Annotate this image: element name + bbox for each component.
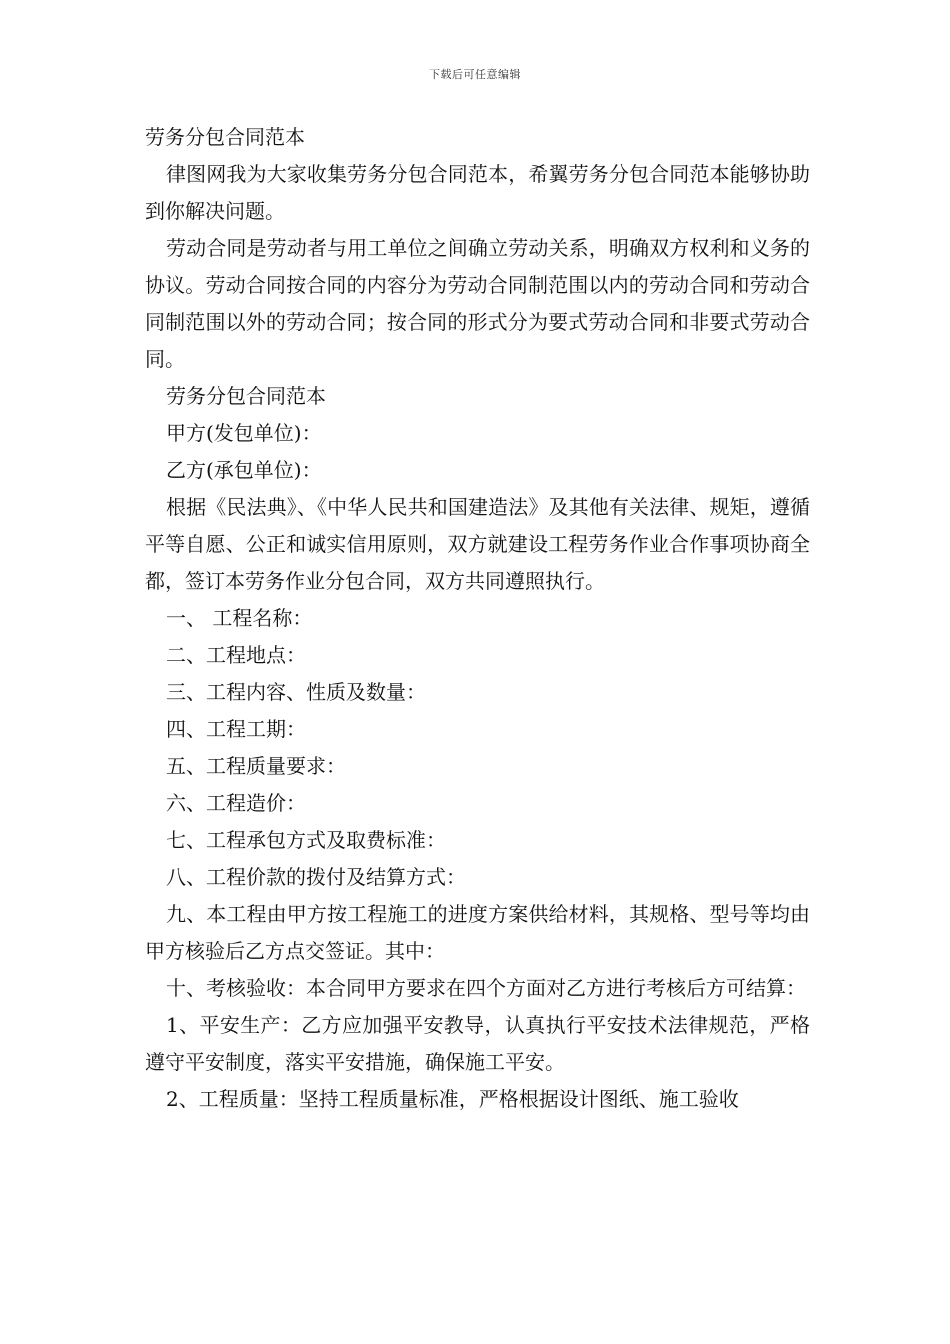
party-a-line: 甲方(发包单位)：: [166, 421, 322, 445]
clause-8-payment-settlement: 八、工程价款的拨付及结算方式：: [166, 865, 466, 889]
clause-6-project-cost: 六、工程造价：: [166, 791, 306, 815]
clause-9-materials-supply: 九、本工程由甲方按工程施工的进度方案供给材料，其规格、型号等均由甲方核验后乙方点交签证。其中：: [145, 902, 810, 963]
item-2-project-quality: 2、工程质量：坚持工程质量标准，严格根据设计图纸、施工验收: [166, 1087, 739, 1111]
clause-5-quality-requirements: 五、工程质量要求：: [166, 754, 346, 778]
party-b-line: 乙方(承包单位)：: [166, 458, 322, 482]
section-heading-template: 劳务分包合同范本: [166, 384, 326, 408]
paragraph-intro: 律图网我为大家收集劳务分包合同范本，希翼劳务分包合同范本能够协助到你解决问题。: [145, 162, 810, 223]
contract-document: [145, 119, 810, 1118]
clause-7-contract-method: 七、工程承包方式及取费标准：: [166, 828, 446, 852]
item-1-safe-production: 1、平安生产：乙方应加强平安教导，认真执行平安技术法律规范，严格遵守平安制度，落实平安措施，确保施工平安。: [145, 1013, 810, 1074]
clause-2-project-location: 二、工程地点：: [166, 643, 306, 667]
clause-3-project-content: 三、工程内容、性质及数量：: [166, 680, 426, 704]
download-edit-note: 下载后可任意编辑: [429, 68, 521, 81]
paragraph-labor-contract-definition: 劳动合同是劳动者与用工单位之间确立劳动关系，明确双方权利和义务的协议。劳动合同按合同的内容分为劳动合同制范围以内的劳动合同和劳动合同制范围以外的劳动合同；按合同的形式分为要式劳动合同和非要式劳动合同。: [145, 236, 810, 371]
clause-1-project-name: 一、 工程名称：: [166, 606, 313, 630]
clause-10-inspection-acceptance: 十、考核验收：本合同甲方要求在四个方面对乙方进行考核后方可结算：: [166, 976, 806, 1000]
clause-4-project-duration: 四、工程工期：: [166, 717, 306, 741]
document-title: 劳务分包合同范本: [145, 125, 305, 149]
paragraph-legal-basis: 根据《民法典》、《中华人民共和国建造法》及其他有关法律、规矩，遵循平等自愿、公正和诚实信用原则，双方就建设工程劳务作业合作事项协商全都，签订本劳务作业分包合同，双方共同遵照执行。: [145, 495, 810, 593]
